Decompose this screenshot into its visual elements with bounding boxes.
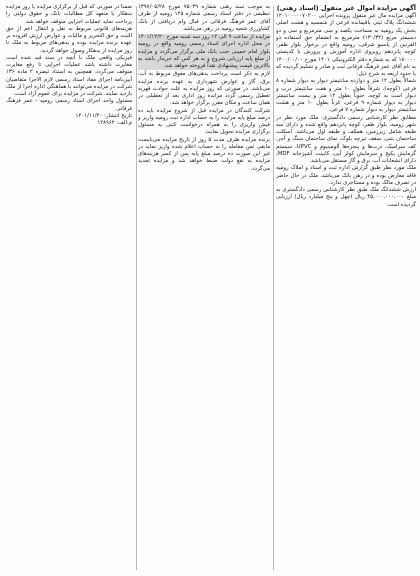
notice-paragraph: ملک مورد نظر طبق گزارش اداره ثبت و اسناد و املاک رومیه فاقد معارض بوده و در رهن بانک می‌باشد. ملک در حال حاضر در تصرف مالک بوده و مستاجری ندارد.	[276, 165, 416, 186]
notice-paragraph: ضمناً در صورتی که قبل از برگزاری مزایده یا روز مزایده بدهکار یا متعهد کل مطالبات بانک و حقوق دولتی را پرداخت نماید عملیات اجرایی متوقف خواهد شد.	[6, 4, 132, 25]
reference-number: م.الف: ۱۲۸۹۶۴	[97, 120, 132, 126]
notice-highlighted-paragraph: مزایده از ساعت ۹ الی ۱۲ روز سه شنبه مورخ ۱۴۰۱/۱۲/۲۰ در محل اداره اجرای اسناد رسمی رومیه واقع در رومیه بلوار امام خمینی جنب بانک ملی برگزار می‌گردد و مزایده از مبلغ پایه ارزیابی شروع و به هر کس که خریدار باشد به بالاترین قیمت پیشنهادی نقداً فروخته خواهد شد.	[138, 34, 270, 69]
notice-paragraph: برنده مزایده ظرف مدت ۵ روز از تاریخ مزایده می‌بایست مابقی ثمن معامله را به حساب اعلام شده واریز نماید در غیر این صورت ده درصد مبلغ پایه پس از کسر هزینه‌های مزایده به نفع دولت ضبط خواهد شد و مزایده تجدید می‌گردد.	[138, 136, 270, 172]
notice-signature: مسئول واحد اجرای اسناد رسمی رومیه - عمر فرهنگ فرقانی	[6, 98, 132, 112]
publish-date: تاریخ انتشار: ۱۴۰۱/۱۱/۲۰	[75, 112, 132, 119]
notice-paragraph: شرکت کنندگان در مزایده قبل از شروع مزایده باید ده درصد مبلغ پایه مزایده را به حساب اداره ثبت رومیه واریز و فیش واریزی را به همراه درخواست کتبی به مسئول برگزاری مزایده تحویل نمایند.	[138, 107, 270, 136]
notice-paragraph: به موجب سند رهنی شماره ۷۵۰۳۹ مورخ ۱۳۹۷/۰۵/۲۸ تنظیمی در دفتر اسناد رسمی شماره ۱۲۵ رومیه از طرف آقای عمر فرهنگ فرقانی در قبال وام دریافتی از بانک کشاورزی شعبه رومیه در رهن می‌باشد.	[138, 4, 270, 32]
column-divider	[273, 6, 274, 570]
notice-paragraph: لازم به ذکر است پرداخت بدهی‌های معوق مربوط به آب، برق، گاز و عوارض شهرداری به عهده برنده مزایده می‌باشد. در صورتی که روز مزایده به علت حوادث قهریه تعطیل رسمی گردد مزایده روز اداری بعد از تعطیلی در همان ساعت و مکان مقرر برگزار خواهد شد.	[138, 71, 270, 107]
notice-paragraph: آگهی مزایده مال غیر منقول پرونده اجرایی ۱۴۰۱۰۰۰۰۰۷۰۲۰۰ ششدانگ پلاک ثبتی باقیمانده فرعی از شمسیه و هشت اصلی بخش یک رومیه به مساحت یکصد و سی مترمربع و سی و دو دسیمتر مربع (۱۳۰/۳۲) مترمربع به انضمام حق استفاده ذو القرنین از پاسیو شرقی، رومیه واقع در برخوار بلوار ظفر، کوچه پانزدهم روبروی اداره آموزش و پرورش با کدپستی ۱۸۰۰۰۰ که به شماره دفتر الکترونیکی ۱۴۰۱ مورخ ۱۴۰۰/۰۰/۰۰ به نام آقای عمر فرهنگ فرقانی ثبت و صادر و تسلیم گردیده که با حدود اربعه به شرح ذیل:	[276, 13, 416, 77]
column-left	[6, 4, 132, 572]
notice-paragraph: هزینه‌های قانونی مربوط به نقل و انتقال اعم از حق الثبت و حق التحریر و مالیات و عوارض ارزش افزوده بر عهده برنده مزایده بوده و بدهی‌های مربوط به ملک تا روز مزایده از بدهکار وصول خواهد گردید.	[6, 25, 132, 54]
notice-paragraph: ارزش ششدانگ ملک طبق نظر کارشناس رسمی دادگستری به مبلغ ۴۵,۰۰۰,۰۰۰,۰۰۰ ریال (چهل و پنج میلیارد ریال) ارزیابی گردیده است.	[276, 187, 416, 208]
column-divider	[136, 6, 137, 570]
notice-paragraph: فیزیکی واقعی ملک با آنچه در سند قید شده است مغایرت داشته باشد عملیات اجرایی تا رفع مغایرت متوقف می‌گردد. همچنین به استناد تبصره ۲ ماده ۱۳۶ آیین‌نامه اجرای مفاد اسناد رسمی لازم الاجرا متقاضیان شرکت در مزایده می‌توانند با هماهنگی اداره اجرا از ملک بازدید نمایند. شرکت در مزایده برای عموم آزاد است.	[6, 54, 132, 97]
column-right	[276, 4, 416, 572]
notice-paragraph: شمالاً بطول ۱۲ متر و دوازده سانتیمتر دیوار به دیوار شماره ۸ فرعی (کوچه)، شرقاً بطول ۱۰ متر و هفت سانتیمتر درب و دیوار است به کوچه، جنوباً بطول ۱۲ متر و بیست سانتیمتر دیوار به دیوار شماره ۹ فرعی، غرباً بطول ۱۰ متر و هشت سانتیمتر دیوار به دیوار شماره ۷ فرعی.	[276, 78, 416, 114]
column-middle	[138, 4, 270, 572]
notice-title: آگهی مزایده اموال غیر منقول (اسناد رهنی)	[276, 4, 416, 12]
notice-paragraph: مطابق نظر کارشناس رسمی دادگستری: ملک مورد نظر در شهر رومیه، بلوار ظفر، کوچه پانزدهم واقع شده و دارای سه طبقه شامل زیرزمین، همکف و طبقه اول می‌باشد. اسکلت ساختمان بتنی، سقف تیرچه بلوک، نمای ساختمان سنگ و آجر، کف سرامیک، درب‌ها و پنجره‌ها آلومینیوم و UPVC، سیستم گرمایش پکیج و سرمایش کولر آبی، کابینت آشپزخانه MDF، دارای انشعابات آب، برق و گاز مستقل می‌باشد.	[276, 114, 416, 164]
